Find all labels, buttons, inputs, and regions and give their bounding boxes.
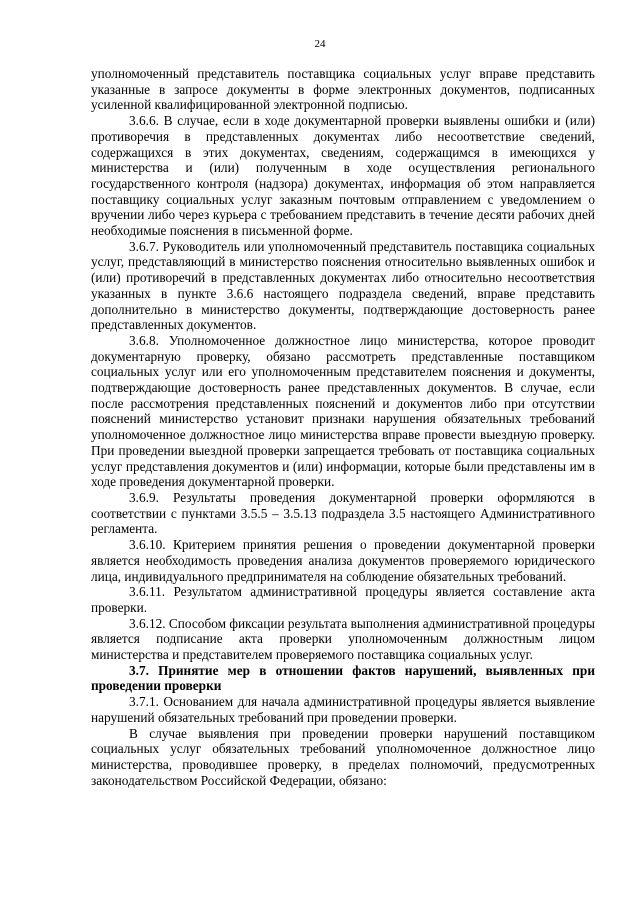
paragraph-continuation: уполномоченный представитель поставщика социальных услуг вправе представить указанные в запросе документы в форме электронных документов, подписанных усиленной квалифицированной электронной подписью. — [91, 66, 595, 113]
paragraph-3-6-11: 3.6.11. Результатом административной процедуры является составление акта проверки. — [91, 584, 595, 615]
document-body — [91, 66, 595, 788]
paragraph-3-6-6: 3.6.6. В случае, если в ходе документарной проверки выявлены ошибки и (или) противоречия в представленных документах либо несоответствие сведений, содержащихся в этих документах, сведениям, содержащимся в имеющихся у министерства и (или) полученным в ходе осуществления регионального государственного контроля (надзора) документах, информация об этом направляется поставщику социальных услуг заказным почтовым отправлением с уведомлением о вручении либо через курьера с требованием представить в течение десяти рабочих дней необходимые пояснения в письменной форме. — [91, 113, 595, 239]
paragraph-3-6-7: 3.6.7. Руководитель или уполномоченный представитель поставщика социальных услуг, представляющий в министерство пояснения относительно выявленных ошибок и (или) противоречий в представленных документах либо относительно несоответствия указанных в пункте 3.6.6 настоящего подраздела сведений, вправе представить дополнительно в министерство документы, подтверждающие достоверность ранее представленных документов. — [91, 238, 595, 333]
paragraph-3-7-1-continued: В случае выявления при проведении проверки нарушений поставщиком социальных услуг обязательных требований уполномоченное должностное лицо министерства, проводившее проверку, в пределах полномочий, предусмотренных законодательством Российской Федерации, обязано: — [91, 725, 595, 788]
paragraph-3-6-8: 3.6.8. Уполномоченное должностное лицо министерства, которое проводит документарную проверку, обязано рассмотреть представленные поставщиком социальных услуг или его уполномоченным представителем пояснения и документы, подтверждающие достоверность ранее представленных документов. В случае, если после рассмотрения представленных пояснений и документов либо при отсутствии пояснений министерство установит признаки нарушения обязательных требований уполномоченное должностное лицо министерства вправе провести выездную проверку. При проведении выездной проверки запрещается требовать от поставщика социальных услуг представления документов и (или) информации, которые были представлены им в ходе проведения документарной проверки. — [91, 332, 595, 490]
page-number: 24 — [314, 38, 326, 50]
section-heading-3-7: 3.7. Принятие мер в отношении фактов нарушений, выявленных при проведении проверки — [91, 662, 595, 694]
paragraph-3-6-10: 3.6.10. Критерием принятия решения о проведении документарной проверки является необходимость проведения анализа документов проверяемого юридического лица, индивидуального предпринимателя на соблюдение обязательных требований. — [91, 537, 595, 584]
paragraph-3-6-9: 3.6.9. Результаты проведения документарной проверки оформляются в соответствии с пунктами 3.5.5 – 3.5.13 подраздела 3.5 настоящего Административного регламента. — [91, 489, 595, 537]
paragraph-3-6-12: 3.6.12. Способом фиксации результата выполнения административной процедуры является подписание акта проверки уполномоченным должностным лицом министерства и представителем проверяемого поставщика социальных услуг. — [91, 615, 595, 663]
paragraph-3-7-1: 3.7.1. Основанием для начала административной процедуры является выявление нарушений обязательных требований при проведении проверки. — [91, 694, 595, 725]
